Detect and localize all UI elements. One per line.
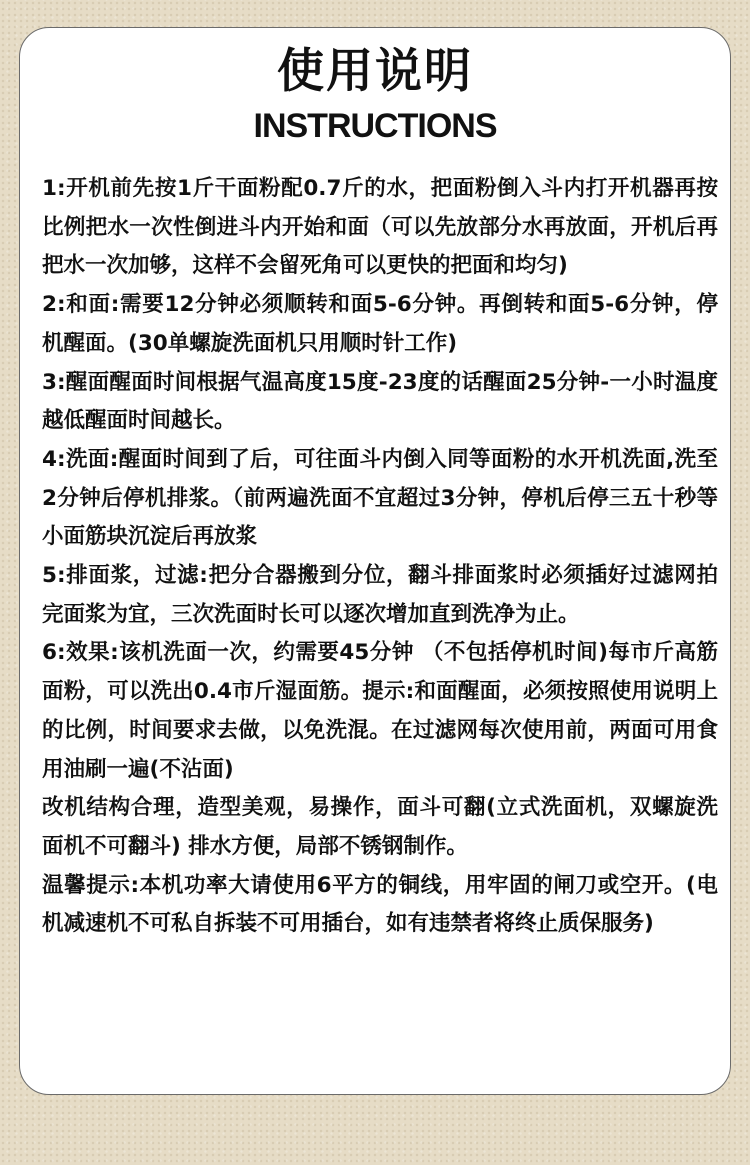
instruction-paragraph-5: 5:排面浆，过滤:把分合器搬到分位，翻斗排面浆时必须插好过滤网拍完面浆为宜，三次洗面时长可以逐次增加直到洗净为止。: [42, 563, 718, 627]
machine-features-paragraph: 改机结构合理，造型美观，易操作，面斗可翻(立式洗面机，双螺旋洗面机不可翻斗) 排水方便，局部不锈钢制作。: [42, 795, 718, 859]
instructions-body: [42, 170, 718, 944]
instruction-paragraph-3: 3:醒面醒面时间根据气温高度15度-23度的话醒面25分钟-一小时温度越低醒面时间越长。: [42, 369, 718, 434]
instruction-paragraph-4: 4:洗面:醒面时间到了后，可往面斗内倒入同等面粉的水开机洗面,洗至2分钟后停机排浆。（前两遍洗面不宜超过3分钟，停机后停三五十秒等小面筋块沉淀后再放浆: [42, 446, 718, 550]
instruction-paragraph-6: 6:效果:该机洗面一次，约需要45分钟 （不包括停机时间)每市斤高筋面粉，可以洗出0.4市斤湿面筋。提示:和面醒面，必须按照使用说明上的比例，时间要求去做，以免洗混。在过滤网每次使用前，两面可用食用油刷一遍(不沾面): [42, 640, 718, 782]
instruction-card: [19, 27, 731, 1095]
warm-tip-paragraph: 温馨提示:本机功率大请使用6平方的铜线，用牢固的闸刀或空开。(电机减速机不可私自拆装不可用插台，如有违禁者将终止质保服务): [42, 872, 718, 937]
instruction-paragraph-1: 1:开机前先按1斤干面粉配0.7斤的水，把面粉倒入斗内打开机器再按比例把水一次性倒进斗内开始和面（可以先放部分水再放面，开机后再把水一次加够，这样不会留死角可以更快的把面和均匀): [42, 176, 718, 279]
page-subtitle: INSTRUCTIONS: [253, 107, 497, 145]
page-title: 使用说明: [277, 44, 473, 99]
instruction-paragraph-2: 2:和面:需要12分钟必须顺转和面5-6分钟。再倒转和面5-6分钟，停机醒面。(30单螺旋洗面机只用顺时针工作): [42, 292, 718, 356]
